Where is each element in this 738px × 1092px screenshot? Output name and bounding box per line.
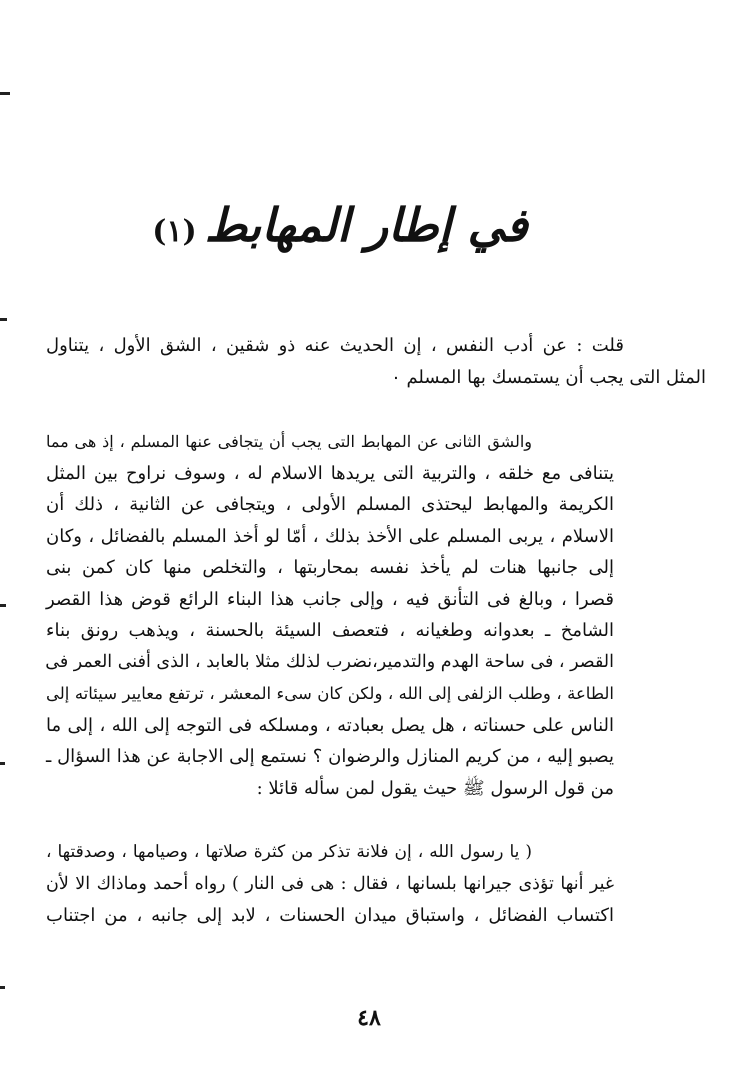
text-line: الطاعة ، وطلب الزلفى إلى الله ، ولكن كان سىء المعشر ، ترتفع معايير سيئاته إلى: [46, 684, 614, 703]
page-edge-mark: [0, 318, 7, 321]
page-edge-mark: [0, 92, 10, 95]
text-line: ( يا رسول الله ، إن فلانة تذكر من كثرة صلاتها ، وصيامها ، وصدقتها ،: [46, 842, 532, 862]
paragraph-1: [46, 330, 706, 393]
text-line: غير أنها تؤذى جيرانها بلسانها ، فقال : هى فى النار ) رواه أحمد وماذاك الا لأن: [46, 873, 614, 894]
text-line: الكريمة والمهابط ليحتذى المسلم الأولى ، ويتجافى عن الثانية ، ذلك أن: [46, 494, 614, 515]
page-edge-mark: [0, 986, 5, 989]
page-edge-mark: [0, 762, 5, 765]
text-line: والشق الثانى عن المهابط التى يجب أن يتجافى عنها المسلم ، إذ هى مما: [46, 432, 532, 451]
paragraph-2: [46, 426, 706, 804]
text-line: قلت : عن أدب النفس ، إن الحديث عنه ذو شقين ، الشق الأول ، يتناول: [46, 335, 624, 356]
paragraph-3: [46, 837, 706, 932]
text-line: الشامخ ـ بعدوانه وطغيانه ، فتعصف السيئة بالحسنة ، ويذهب رونق بناء: [46, 620, 614, 641]
text-line: الناس على حسناته ، هل يصل بعبادته ، ومسلكه فى التوجه إلى الله ، إلى ما: [46, 714, 614, 736]
text-line: قصرا ، وبالغ فى التأنق فيه ، وإلى جانب هذا البناء الرائع قوض هذا القصر: [46, 588, 614, 610]
text-line: يتنافى مع خلقه ، والتربية التى يريدها الاسلام له ، وسوف نراوح بين المثل: [46, 462, 614, 484]
footnote-marker: (١): [152, 214, 197, 249]
text-line: من قول الرسول ﷺ حيث يقول لمن سأله قائلا :: [256, 777, 614, 799]
text-line: الاسلام ، يربى المسلم على الأخذ بذلك ، أمّا لو أخذ المسلم بالفضائل ، وكان: [46, 525, 614, 547]
chapter-title: [120, 190, 560, 267]
page-number: ٤٨: [357, 1005, 381, 1031]
text-line: اكتساب الفضائل ، واستباق ميدان الحسنات ، لابد إلى جانبه ، من اجتناب: [46, 905, 614, 926]
page-edge-mark: [0, 604, 6, 607]
text-line: يصبو إليه ، من كريم المنازل والرضوان ؟ نستمع إلى الاجابة عن هذا السؤال ـ: [46, 746, 614, 767]
text-line: إلى جانبها هنات لم يأخذ نفسه بمحاربتها ، والتخلص منها كان كمن بنى: [46, 557, 614, 578]
chapter-title-text: في إطار المهابط: [204, 198, 528, 252]
text-line: القصر ، فى ساحة الهدم والتدمير،نضرب لذلك مثلا بالعابد ، الذى أفنى العمر فى: [45, 651, 614, 672]
text-line: المثل التى يجب أن يستمسك بها المسلم ٠: [391, 366, 706, 388]
body-text: [46, 330, 706, 932]
